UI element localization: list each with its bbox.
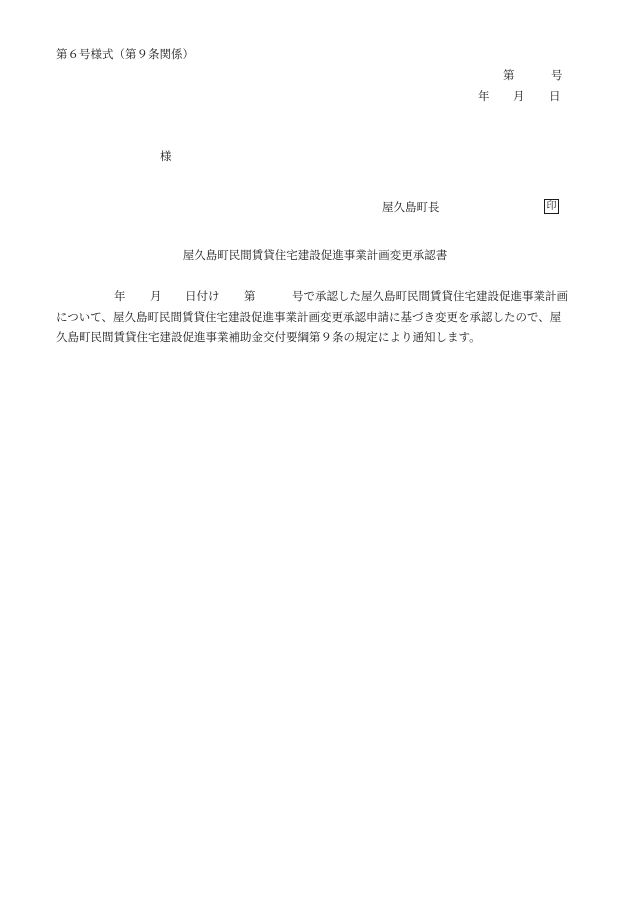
body-month: 月 bbox=[150, 289, 162, 303]
body-number-prefix: 第 bbox=[244, 289, 256, 303]
number-prefix: 第 bbox=[503, 68, 515, 82]
document-title: 屋久島町民間賃貸住宅建設促進事業計画変更承認書 bbox=[182, 248, 448, 262]
date-month: 月 bbox=[513, 89, 525, 103]
form-number: 第６号様式（第９条関係） bbox=[56, 47, 194, 61]
body-line-3: 久島町民間賃貸住宅建設促進事業補助金交付要綱第９条の規定により通知します。 bbox=[56, 330, 481, 344]
issuer-name: 屋久島町長 bbox=[382, 200, 440, 214]
body-year: 年 bbox=[114, 289, 126, 303]
body-line-1-text: 号で承認した屋久島町民間賃貸住宅建設促進事業計画 bbox=[292, 289, 568, 303]
seal-mark: 印 bbox=[544, 199, 559, 214]
body-line-2: について、屋久島町民間賃貸住宅建設促進事業計画変更承認申請に基づき変更を承認したので、屋 bbox=[56, 310, 562, 324]
body-dated: 日付け bbox=[185, 289, 220, 303]
date-day: 日 bbox=[549, 89, 561, 103]
number-suffix: 号 bbox=[551, 68, 563, 82]
date-year: 年 bbox=[478, 89, 490, 103]
addressee-honorific: 様 bbox=[160, 149, 172, 163]
